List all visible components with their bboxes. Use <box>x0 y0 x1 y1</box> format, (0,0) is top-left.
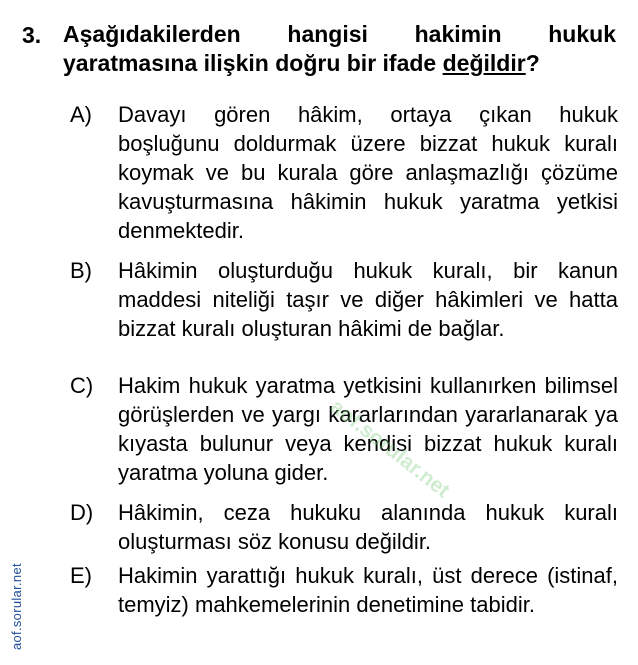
option-letter: E) <box>70 563 92 588</box>
option-letter: C) <box>70 373 94 398</box>
question-text-emphasis: değildir <box>442 50 526 76</box>
question-number: 3. <box>22 22 42 48</box>
option-letter: A) <box>70 102 92 127</box>
option-text: Hâkimin, ceza hukuku alanında hukuk kuralı oluşturması söz konusu değildir. <box>118 500 618 554</box>
question-text <box>63 20 616 78</box>
option-text: Hakim hukuk yaratma yetkisini kullanırken bilimsel görüşlerden ve yargı kararlarından yararlanarak ya kıyasta bulunur veya kendisi bizzat hukuk kuralı yaratma yoluna gider. <box>118 373 618 485</box>
question-text-main: Aşağıdakilerden hangisi hakimin hukuk yaratmasına ilişkin doğru bir ifade <box>63 21 616 76</box>
option-text: Davayı gören hâkim, ortaya çıkan hukuk boşluğunu doldurmak üzere bizzat hukuk kuralı koymak ve bu kurala göre anlaşmazlığı çözüme kavuşturmasına hâkimin hukuk yaratma yetkisi denmektedir. <box>118 102 618 243</box>
option-letter: B) <box>70 258 92 283</box>
option-text: Hâkimin oluşturduğu hukuk kuralı, bir kanun maddesi niteliği taşır ve diğer hâkimleri ve hatta bizzat kuralı oluşturan hâkimi de bağlar. <box>118 258 618 341</box>
question-text-end: ? <box>525 50 540 76</box>
diagonal-watermark: aof.sorular.net <box>325 395 455 503</box>
option-letter: D) <box>70 500 94 525</box>
side-watermark: aof.sorular.net <box>9 563 24 650</box>
option-text: Hakimin yarattığı hukuk kuralı, üst derece (istinaf, temyiz) mahkemelerinin denetimine tabidir. <box>118 563 618 617</box>
